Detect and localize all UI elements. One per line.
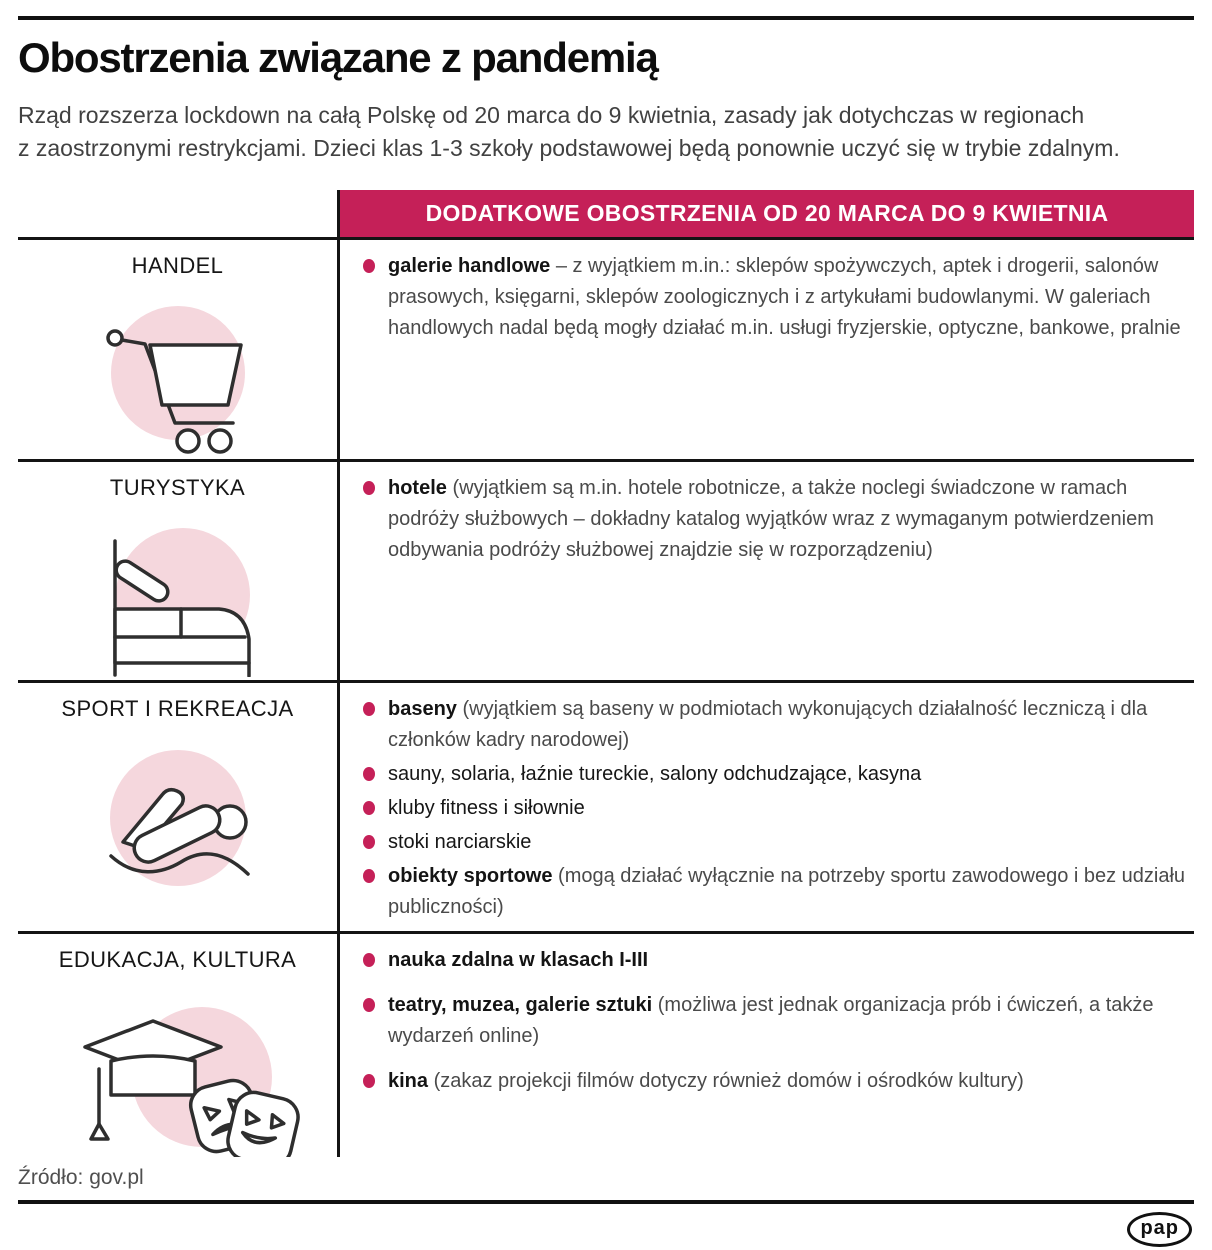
bullet-icon xyxy=(363,481,375,495)
source-text: Źródło: gov.pl xyxy=(18,1166,144,1189)
restriction-item xyxy=(360,861,1186,923)
restriction-item xyxy=(360,694,1186,756)
restrictions-table xyxy=(18,190,1194,1157)
table-header-band: DODATKOWE OBOSTRZENIA OD 20 MARCA DO 9 KWIETNIA xyxy=(337,190,1194,237)
restrictions-cell xyxy=(337,462,1194,680)
restriction-list xyxy=(360,251,1186,344)
restriction-list xyxy=(360,694,1186,923)
bullet-icon xyxy=(363,998,375,1012)
restriction-text: stoki narciarskie xyxy=(388,831,532,853)
restriction-text: obiekty sportowe (mogą działać wyłącznie na potrzeby sportu zawodowego i bez udziału publiczności) xyxy=(388,865,1186,918)
restriction-list xyxy=(360,473,1186,566)
table-row xyxy=(18,237,1194,459)
pap-logo-text: pap xyxy=(1127,1212,1192,1247)
category-cell-turystyka xyxy=(18,462,337,680)
top-rule xyxy=(18,16,1194,20)
category-label: EDUKACJA, KULTURA xyxy=(58,947,297,972)
restriction-item xyxy=(360,990,1186,1052)
table-row xyxy=(18,931,1194,1157)
bed-icon xyxy=(73,505,283,677)
bullet-icon xyxy=(363,869,375,883)
category-label: HANDEL xyxy=(131,253,224,278)
table-row xyxy=(18,680,1194,931)
education-culture-icon xyxy=(47,977,309,1157)
restriction-text: kluby fitness i siłownie xyxy=(388,797,585,819)
bottom-rule xyxy=(18,1200,1194,1204)
category-label: TURYSTYKA xyxy=(109,475,246,500)
restriction-item xyxy=(360,945,1186,976)
category-cell-sport xyxy=(18,683,337,931)
restriction-text: hotele (wyjątkiem są m.in. hotele robotnicze, a także noclegi świadczone w ramach podróży służbowych – dokładny katalog wyjątków wraz z wymaganym potwierdzeniem odbywania podróży służbowej znajdzie się w rozporządzeniu) xyxy=(388,477,1154,561)
bullet-icon xyxy=(363,259,375,273)
restriction-text: nauka zdalna w klasach I-III xyxy=(388,949,649,971)
page-subtitle xyxy=(18,99,1194,165)
table-header-row xyxy=(18,190,1194,237)
table-header-spacer xyxy=(18,190,337,237)
restriction-text: kina (zakaz projekcji filmów dotyczy również domów i ośrodków kultury) xyxy=(388,1070,1024,1092)
bullet-icon xyxy=(363,835,375,849)
restriction-text: sauny, solaria, łaźnie tureckie, salony odchudzające, kasyna xyxy=(388,763,922,785)
restriction-list xyxy=(360,945,1186,1097)
bullet-icon xyxy=(363,1074,375,1088)
bullet-icon xyxy=(363,801,375,815)
subtitle-line-2: z zaostrzonymi restrykcjami. Dzieci klas 1-3 szkoły podstawowej będą ponownie uczyć się w trybie zdalnym. xyxy=(18,135,1120,161)
category-label: SPORT I REKREACJA xyxy=(61,696,294,721)
restriction-text: teatry, muzea, galerie sztuki (możliwa jest jednak organizacja prób i ćwiczeń, a także wydarzeń online) xyxy=(388,994,1154,1047)
table-row xyxy=(18,459,1194,680)
category-cell-edukacja xyxy=(18,934,337,1157)
restrictions-cell xyxy=(337,683,1194,931)
restriction-text: galerie handlowe – z wyjątkiem m.in.: sklepów spożywczych, aptek i drogerii, salonów prasowych, księgarni, sklepów zoologicznych i z artykułami budowlanymi. W galeriach handlowych nadal będą mogły działać m.in. usługi fryzjerskie, optyczne, bankowe, pralnie xyxy=(388,255,1181,339)
shopping-cart-icon xyxy=(73,283,283,455)
restriction-item xyxy=(360,827,1186,858)
bullet-icon xyxy=(363,953,375,967)
category-cell-handel xyxy=(18,240,337,459)
page-title: Obostrzenia związane z pandemią xyxy=(18,34,658,81)
restriction-text: baseny (wyjątkiem są baseny w podmiotach wykonujących działalność leczniczą i dla członków kadry narodowej) xyxy=(388,698,1148,751)
restrictions-cell xyxy=(337,240,1194,459)
swimmer-icon xyxy=(73,726,283,904)
bullet-icon xyxy=(363,767,375,781)
restriction-item xyxy=(360,1066,1186,1097)
restrictions-cell xyxy=(337,934,1194,1157)
bullet-icon xyxy=(363,702,375,716)
restriction-item xyxy=(360,793,1186,824)
restriction-item xyxy=(360,759,1186,790)
subtitle-line-1: Rząd rozszerza lockdown na całą Polskę od 20 marca do 9 kwietnia, zasady jak dotychczas w regionach xyxy=(18,102,1085,128)
restriction-item xyxy=(360,473,1186,566)
pap-logo xyxy=(1127,1212,1192,1247)
restriction-item xyxy=(360,251,1186,344)
